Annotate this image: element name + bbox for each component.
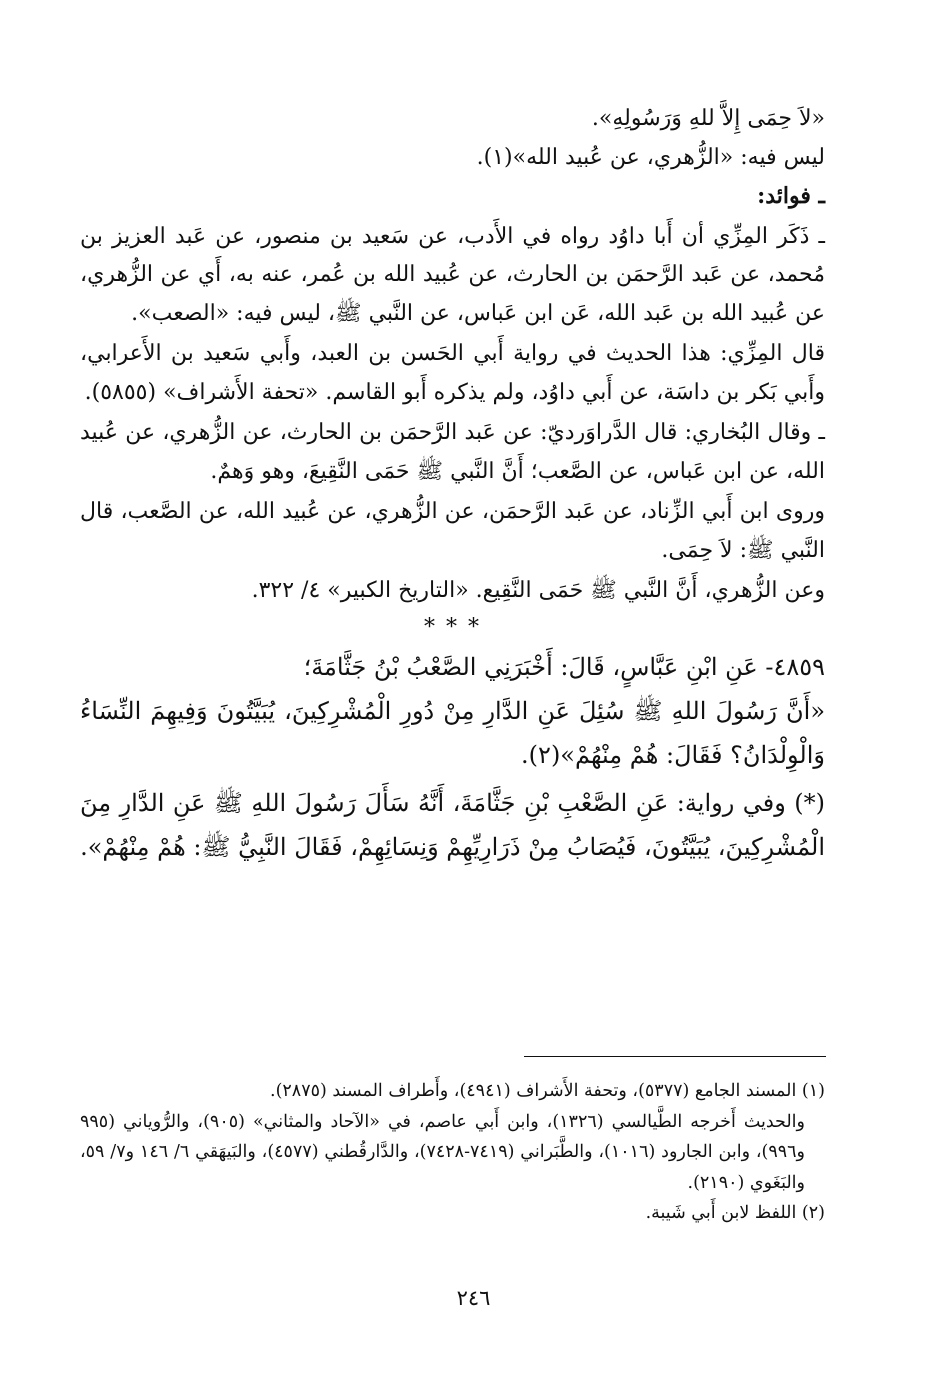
variant-note: ليس فيه: «الزُّهري، عن عُبيد الله»(١). <box>476 144 825 170</box>
hadith-end-line: «لاَ حِمَى إِلاَّ للهِ وَرَسُولِهِ». <box>591 106 825 131</box>
hadith-heading: ٤٨٥٩- عَنِ ابْنِ عَبَّاسٍ، قَالَ: أَخْبَرَنِي الصَّعْبُ بْنُ جَثَّامَةَ؛ <box>303 652 825 681</box>
benefit-paragraph-mizzi-quote: قال المِزِّي: هذا الحديث في رواية أَبي الحَسن بن العبد، وأَبي سَعيد بن الأَعرابي، وأَبي بَكر بن داسَة، عن أَبي داوُد، ولم يذكره أَبو القاسم. «تحفة الأَشراف» (٥٨٥٥). <box>80 341 825 405</box>
footnote-divider <box>524 1056 826 1057</box>
page-number: ٢٤٦ <box>456 1286 491 1310</box>
benefits-heading: ـ فوائد: <box>757 183 825 209</box>
footnote-1: (١) المسند الجامع (٥٣٧٧)، وتحفة الأَشراف (٤٩٤١)، وأَطراف المسند (٢٨٧٥). <box>270 1081 825 1101</box>
benefit-paragraph-mizzi: ـ ذَكَر المِزِّي أن أَبا داوُد رواه في الأَدب، عن سَعيد بن منصور، عن عَبد العزيز بن مُحمد، عن عَبد الرَّحمَن بن الحارث، عن عُبيد الله بن عُمر، عنه به، أَي عن الزُّهري، عن عُبيد الله بن عَبد الله، عَن ابن عَباس، عن النَّبي ﷺ، ليس فيه: «الصعب». <box>80 223 825 326</box>
section-separator: * * * <box>424 614 481 640</box>
footnotes <box>80 1076 825 1229</box>
hadith-variant: (*) وفي رواية: عَنِ الصَّعْبِ بْنِ جَثَّامَةَ، أَنَّهُ سَأَلَ رَسُولَ اللهِ ﷺ عَنِ الدَّارِ مِنَ الْمُشْرِكِينَ، يُبَيَّتُونَ، فَيُصَابُ مِنْ ذَرَارِيِّهِمْ وَنِسَائِهِمْ، فَقَالَ النَّبِيُّ ﷺ: هُمْ مِنْهُمْ». <box>80 788 826 861</box>
main-text <box>80 100 825 869</box>
footnote-2: (٢) اللفظ لابن أَبي شَيبة. <box>645 1203 825 1223</box>
footnote-1-continuation: والحديث أَخرجه الطَّيالسي (١٣٢٦)، وابن أَبي عاصم، في «الآحاد والمثاني» (٩٠٥)، والرُّوياني (٩٩٥ و٩٩٦)، وابن الجارود (١٠١٦)، والطَّبَراني (٧٤١٩-٧٤٢٨)، والدَّارقُطني (٤٥٧٧)، والبَيهَقي ٦/ ١٤٦ و٧/ ٥٩، والبَغَوي (٢١٩٠). <box>80 1111 805 1193</box>
benefit-paragraph-ibn-abi-zinad: وروى ابن أَبي الزِّناد، عن عَبد الرَّحمَن، عن الزُّهري، عن عُبيد الله، عن الصَّعب، قال النَّبي ﷺ: لاَ حِمَى. <box>80 499 825 563</box>
hadith-text: «أَنَّ رَسُولَ اللهِ ﷺ سُئِلَ عَنِ الدَّارِ مِنْ دُورِ الْمُشْرِكِينَ، يُبَيَّتُونَ وَفِيهِمَ النِّسَاءُ وَالْوِلْدَانُ؟ فَقَالَ: هُمْ مِنْهُمْ»(٢). <box>80 696 825 769</box>
benefit-paragraph-zuhri: وعن الزُّهري، أَنَّ النَّبي ﷺ حَمَى النَّقِيع. «التاريخ الكبير» ٤/ ٣٢٢. <box>251 578 825 603</box>
benefit-paragraph-bukhari: ـ وقال البُخاري: قال الدَّراوَرديّ: عن عَبد الرَّحمَن بن الحارث، عن الزُّهري، عن عُبيد الله، عن ابن عَباس، عن الصَّعب؛ أَنَّ النَّبي ﷺ حَمَى النَّقِيعَ، وهو وَهمٌ. <box>80 420 825 484</box>
